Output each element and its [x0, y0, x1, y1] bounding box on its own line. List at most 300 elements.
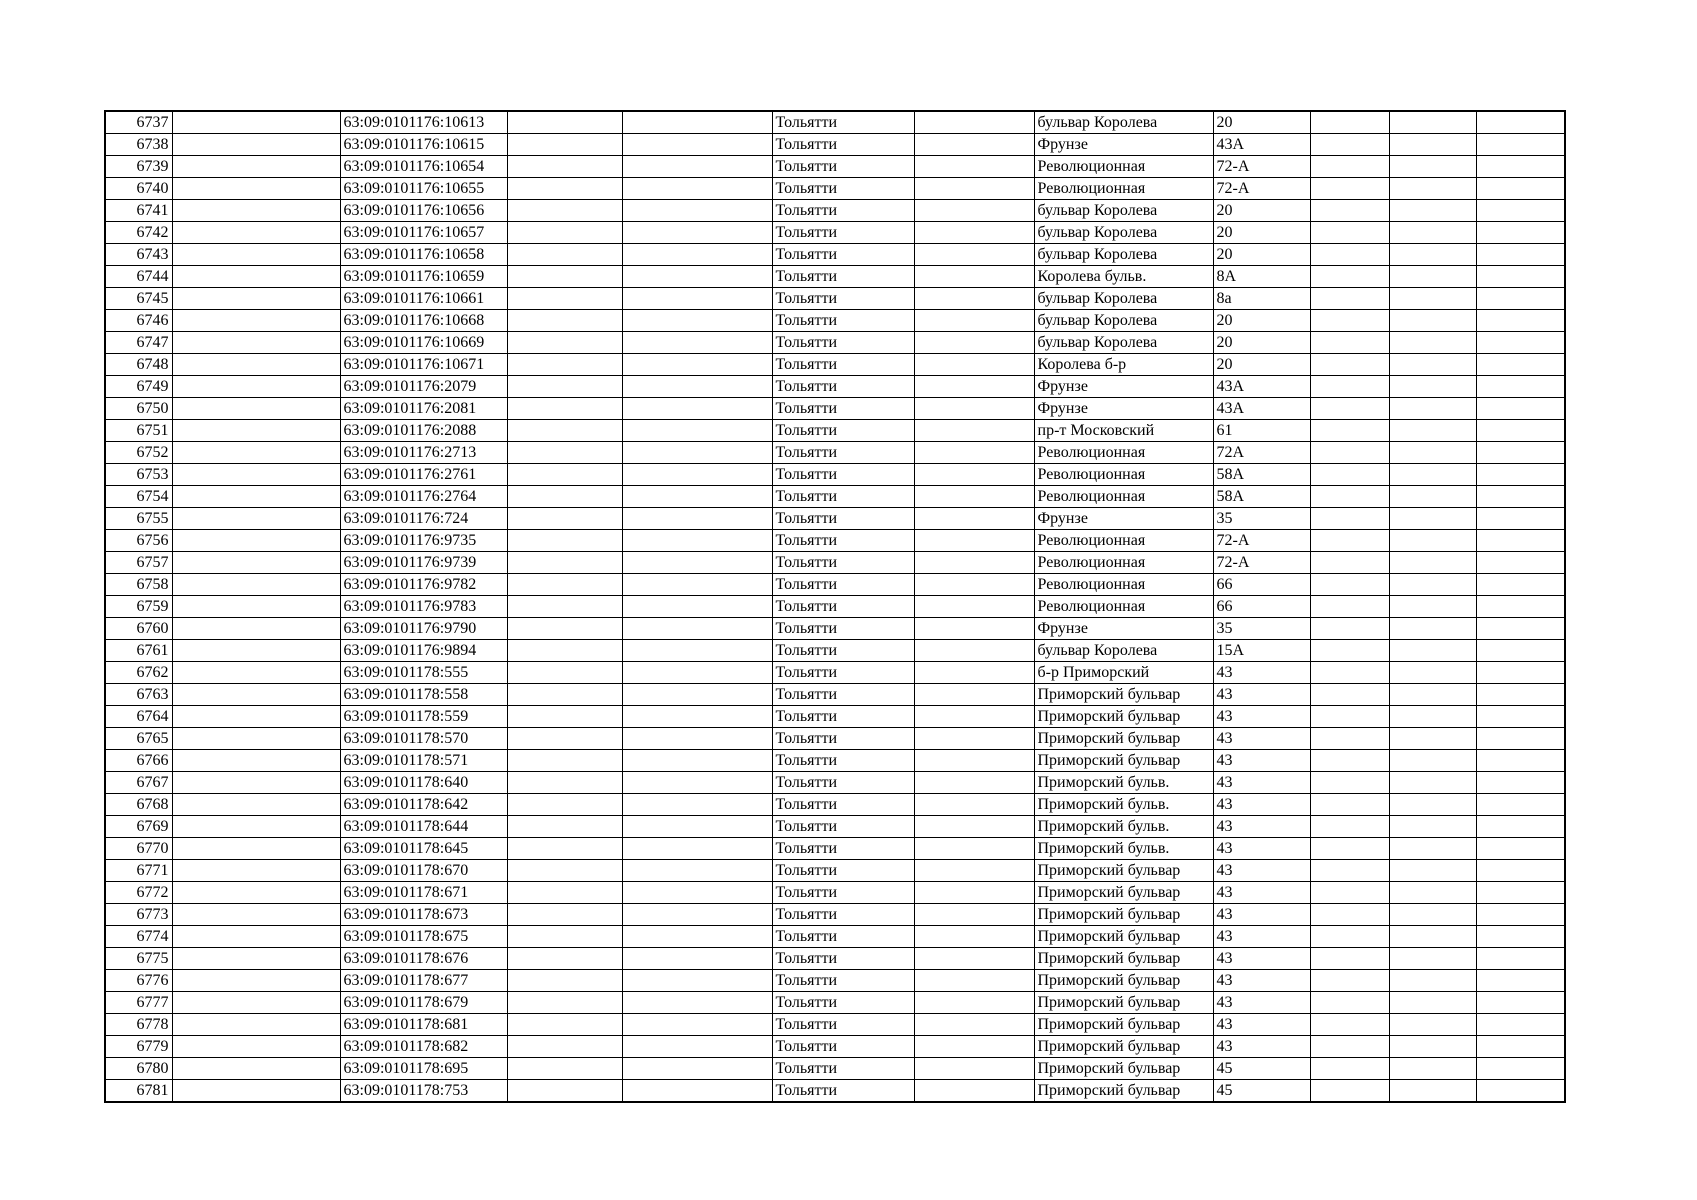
- cadastral-number-cell: 63:09:0101178:676: [340, 948, 507, 970]
- row-number-cell: 6768: [105, 794, 172, 816]
- empty-cell: [1389, 794, 1476, 816]
- empty-cell: [1389, 1036, 1476, 1058]
- empty-cell: [1389, 288, 1476, 310]
- empty-cell: [622, 266, 772, 288]
- empty-cell: [1389, 156, 1476, 178]
- city-cell: Тольятти: [772, 156, 914, 178]
- empty-cell: [1389, 948, 1476, 970]
- row-number-cell: 6741: [105, 200, 172, 222]
- empty-cell: [507, 222, 622, 244]
- empty-cell: [1310, 684, 1389, 706]
- empty-cell: [622, 486, 772, 508]
- table-row: [105, 948, 1565, 970]
- empty-cell: [1476, 1036, 1565, 1058]
- empty-cell: [507, 992, 622, 1014]
- row-number-cell: 6747: [105, 332, 172, 354]
- empty-cell: [1389, 1080, 1476, 1103]
- street-cell: бульвар Королева: [1034, 111, 1213, 134]
- street-cell: бульвар Королева: [1034, 244, 1213, 266]
- empty-cell: [1310, 442, 1389, 464]
- empty-cell: [172, 288, 340, 310]
- house-number-cell: 20: [1213, 244, 1310, 266]
- empty-cell: [622, 1036, 772, 1058]
- empty-cell: [172, 1036, 340, 1058]
- empty-cell: [1389, 728, 1476, 750]
- empty-cell: [1389, 530, 1476, 552]
- table-row: [105, 640, 1565, 662]
- empty-cell: [622, 838, 772, 860]
- empty-cell: [622, 948, 772, 970]
- table-row: [105, 1080, 1565, 1103]
- table-row: [105, 618, 1565, 640]
- house-number-cell: 43: [1213, 992, 1310, 1014]
- cadastral-number-cell: 63:09:0101176:10656: [340, 200, 507, 222]
- empty-cell: [914, 1080, 1034, 1103]
- row-number-cell: 6749: [105, 376, 172, 398]
- row-number-cell: 6744: [105, 266, 172, 288]
- row-number-cell: 6758: [105, 574, 172, 596]
- empty-cell: [914, 156, 1034, 178]
- cadastral-number-cell: 63:09:0101176:9735: [340, 530, 507, 552]
- empty-cell: [914, 178, 1034, 200]
- row-number-cell: 6775: [105, 948, 172, 970]
- cadastral-number-cell: 63:09:0101178:555: [340, 662, 507, 684]
- empty-cell: [1476, 508, 1565, 530]
- cadastral-number-cell: 63:09:0101176:2088: [340, 420, 507, 442]
- table-row: [105, 376, 1565, 398]
- house-number-cell: 8А: [1213, 266, 1310, 288]
- empty-cell: [914, 111, 1034, 134]
- house-number-cell: 20: [1213, 310, 1310, 332]
- empty-cell: [172, 794, 340, 816]
- street-cell: Приморский бульвар: [1034, 1014, 1213, 1036]
- empty-cell: [172, 266, 340, 288]
- empty-cell: [622, 111, 772, 134]
- empty-cell: [1476, 200, 1565, 222]
- row-number-cell: 6776: [105, 970, 172, 992]
- house-number-cell: 43: [1213, 816, 1310, 838]
- empty-cell: [1389, 618, 1476, 640]
- empty-cell: [507, 860, 622, 882]
- empty-cell: [914, 288, 1034, 310]
- city-cell: Тольятти: [772, 222, 914, 244]
- empty-cell: [507, 882, 622, 904]
- empty-cell: [172, 354, 340, 376]
- city-cell: Тольятти: [772, 772, 914, 794]
- city-cell: Тольятти: [772, 354, 914, 376]
- row-number-cell: 6779: [105, 1036, 172, 1058]
- row-number-cell: 6753: [105, 464, 172, 486]
- empty-cell: [1310, 816, 1389, 838]
- empty-cell: [1310, 420, 1389, 442]
- street-cell: Приморский бульвар: [1034, 728, 1213, 750]
- city-cell: Тольятти: [772, 200, 914, 222]
- street-cell: Приморский бульвар: [1034, 750, 1213, 772]
- table-row: [105, 860, 1565, 882]
- cadastral-number-cell: 63:09:0101176:10661: [340, 288, 507, 310]
- empty-cell: [1476, 728, 1565, 750]
- empty-cell: [622, 618, 772, 640]
- street-cell: Приморский бульв.: [1034, 794, 1213, 816]
- empty-cell: [1310, 904, 1389, 926]
- city-cell: Тольятти: [772, 838, 914, 860]
- house-number-cell: 35: [1213, 618, 1310, 640]
- empty-cell: [172, 332, 340, 354]
- empty-cell: [1476, 178, 1565, 200]
- table-row: [105, 420, 1565, 442]
- empty-cell: [507, 816, 622, 838]
- table-row: [105, 596, 1565, 618]
- empty-cell: [172, 530, 340, 552]
- cadastral-number-cell: 63:09:0101176:2713: [340, 442, 507, 464]
- empty-cell: [1389, 992, 1476, 1014]
- house-number-cell: 58А: [1213, 464, 1310, 486]
- city-cell: Тольятти: [772, 970, 914, 992]
- empty-cell: [1476, 288, 1565, 310]
- table-row: [105, 816, 1565, 838]
- house-number-cell: 20: [1213, 111, 1310, 134]
- empty-cell: [507, 508, 622, 530]
- city-cell: Тольятти: [772, 486, 914, 508]
- street-cell: Революционная: [1034, 596, 1213, 618]
- row-number-cell: 6756: [105, 530, 172, 552]
- empty-cell: [914, 266, 1034, 288]
- empty-cell: [172, 552, 340, 574]
- empty-cell: [172, 376, 340, 398]
- empty-cell: [914, 134, 1034, 156]
- empty-cell: [1389, 1014, 1476, 1036]
- row-number-cell: 6754: [105, 486, 172, 508]
- empty-cell: [1476, 332, 1565, 354]
- street-cell: Приморский бульв.: [1034, 816, 1213, 838]
- empty-cell: [1476, 750, 1565, 772]
- street-cell: Приморский бульвар: [1034, 992, 1213, 1014]
- empty-cell: [1310, 530, 1389, 552]
- row-number-cell: 6743: [105, 244, 172, 266]
- street-cell: бульвар Королева: [1034, 310, 1213, 332]
- empty-cell: [507, 618, 622, 640]
- empty-cell: [1310, 948, 1389, 970]
- empty-cell: [1310, 750, 1389, 772]
- empty-cell: [172, 772, 340, 794]
- empty-cell: [914, 200, 1034, 222]
- cadastral-number-cell: 63:09:0101176:10669: [340, 332, 507, 354]
- empty-cell: [622, 288, 772, 310]
- row-number-cell: 6739: [105, 156, 172, 178]
- table-row: [105, 266, 1565, 288]
- empty-cell: [172, 574, 340, 596]
- cadastral-number-cell: 63:09:0101176:9782: [340, 574, 507, 596]
- empty-cell: [622, 222, 772, 244]
- empty-cell: [1476, 574, 1565, 596]
- house-number-cell: 15А: [1213, 640, 1310, 662]
- empty-cell: [1476, 111, 1565, 134]
- empty-cell: [622, 134, 772, 156]
- cadastral-number-cell: 63:09:0101178:559: [340, 706, 507, 728]
- table-row: [105, 904, 1565, 926]
- empty-cell: [507, 376, 622, 398]
- empty-cell: [1389, 111, 1476, 134]
- city-cell: Тольятти: [772, 816, 914, 838]
- house-number-cell: 43: [1213, 1036, 1310, 1058]
- street-cell: Приморский бульвар: [1034, 882, 1213, 904]
- city-cell: Тольятти: [772, 750, 914, 772]
- cadastral-number-cell: 63:09:0101176:10655: [340, 178, 507, 200]
- empty-cell: [1476, 354, 1565, 376]
- street-cell: Приморский бульв.: [1034, 772, 1213, 794]
- row-number-cell: 6737: [105, 111, 172, 134]
- empty-cell: [1476, 1058, 1565, 1080]
- empty-cell: [172, 618, 340, 640]
- table-row: [105, 464, 1565, 486]
- table-row: [105, 772, 1565, 794]
- empty-cell: [172, 816, 340, 838]
- house-number-cell: 43: [1213, 904, 1310, 926]
- empty-cell: [914, 948, 1034, 970]
- empty-cell: [172, 178, 340, 200]
- empty-cell: [172, 838, 340, 860]
- empty-cell: [1389, 244, 1476, 266]
- empty-cell: [1310, 574, 1389, 596]
- empty-cell: [172, 310, 340, 332]
- city-cell: Тольятти: [772, 574, 914, 596]
- empty-cell: [1310, 1080, 1389, 1103]
- house-number-cell: 43: [1213, 860, 1310, 882]
- empty-cell: [172, 706, 340, 728]
- empty-cell: [1476, 222, 1565, 244]
- house-number-cell: 66: [1213, 574, 1310, 596]
- empty-cell: [507, 464, 622, 486]
- empty-cell: [1310, 1058, 1389, 1080]
- empty-cell: [622, 244, 772, 266]
- empty-cell: [1389, 640, 1476, 662]
- empty-cell: [622, 992, 772, 1014]
- empty-cell: [914, 442, 1034, 464]
- empty-cell: [172, 904, 340, 926]
- table-row: [105, 111, 1565, 134]
- empty-cell: [914, 618, 1034, 640]
- empty-cell: [914, 750, 1034, 772]
- cadastral-number-cell: 63:09:0101176:9783: [340, 596, 507, 618]
- city-cell: Тольятти: [772, 1080, 914, 1103]
- cadastral-number-cell: 63:09:0101178:670: [340, 860, 507, 882]
- empty-cell: [172, 882, 340, 904]
- row-number-cell: 6778: [105, 1014, 172, 1036]
- table-row: [105, 244, 1565, 266]
- street-cell: Королева бульв.: [1034, 266, 1213, 288]
- city-cell: Тольятти: [772, 1014, 914, 1036]
- street-cell: Фрунзе: [1034, 134, 1213, 156]
- empty-cell: [914, 552, 1034, 574]
- empty-cell: [914, 354, 1034, 376]
- house-number-cell: 43А: [1213, 398, 1310, 420]
- row-number-cell: 6762: [105, 662, 172, 684]
- row-number-cell: 6769: [105, 816, 172, 838]
- house-number-cell: 20: [1213, 222, 1310, 244]
- house-number-cell: 43: [1213, 1014, 1310, 1036]
- table-row: [105, 882, 1565, 904]
- empty-cell: [1389, 970, 1476, 992]
- empty-cell: [172, 684, 340, 706]
- empty-cell: [507, 1058, 622, 1080]
- city-cell: Тольятти: [772, 706, 914, 728]
- house-number-cell: 20: [1213, 200, 1310, 222]
- empty-cell: [914, 926, 1034, 948]
- empty-cell: [914, 508, 1034, 530]
- empty-cell: [622, 354, 772, 376]
- empty-cell: [622, 860, 772, 882]
- empty-cell: [1389, 332, 1476, 354]
- house-number-cell: 43: [1213, 794, 1310, 816]
- table-row: [105, 442, 1565, 464]
- empty-cell: [507, 486, 622, 508]
- cadastral-number-cell: 63:09:0101176:9790: [340, 618, 507, 640]
- empty-cell: [172, 970, 340, 992]
- row-number-cell: 6755: [105, 508, 172, 530]
- table-row: [105, 1014, 1565, 1036]
- city-cell: Тольятти: [772, 728, 914, 750]
- empty-cell: [1389, 750, 1476, 772]
- empty-cell: [172, 420, 340, 442]
- empty-cell: [507, 266, 622, 288]
- empty-cell: [1389, 420, 1476, 442]
- city-cell: Тольятти: [772, 552, 914, 574]
- empty-cell: [1476, 948, 1565, 970]
- empty-cell: [1476, 530, 1565, 552]
- city-cell: Тольятти: [772, 420, 914, 442]
- empty-cell: [1310, 354, 1389, 376]
- empty-cell: [914, 464, 1034, 486]
- table-row: [105, 310, 1565, 332]
- city-cell: Тольятти: [772, 288, 914, 310]
- cadastral-number-cell: 63:09:0101178:642: [340, 794, 507, 816]
- empty-cell: [622, 794, 772, 816]
- house-number-cell: 43: [1213, 838, 1310, 860]
- empty-cell: [172, 948, 340, 970]
- empty-cell: [507, 838, 622, 860]
- empty-cell: [1389, 508, 1476, 530]
- table-row: [105, 662, 1565, 684]
- house-number-cell: 43: [1213, 750, 1310, 772]
- row-number-cell: 6740: [105, 178, 172, 200]
- empty-cell: [1310, 508, 1389, 530]
- empty-cell: [622, 596, 772, 618]
- empty-cell: [1310, 860, 1389, 882]
- empty-cell: [1389, 1058, 1476, 1080]
- cadastral-number-cell: 63:09:0101178:671: [340, 882, 507, 904]
- empty-cell: [1389, 596, 1476, 618]
- city-cell: Тольятти: [772, 310, 914, 332]
- empty-cell: [1310, 1036, 1389, 1058]
- empty-cell: [1476, 882, 1565, 904]
- empty-cell: [1476, 970, 1565, 992]
- street-cell: Приморский бульвар: [1034, 970, 1213, 992]
- cadastral-number-cell: 63:09:0101178:558: [340, 684, 507, 706]
- empty-cell: [507, 728, 622, 750]
- empty-cell: [507, 662, 622, 684]
- empty-cell: [1389, 904, 1476, 926]
- table-row: [105, 1058, 1565, 1080]
- city-cell: Тольятти: [772, 640, 914, 662]
- empty-cell: [622, 200, 772, 222]
- empty-cell: [914, 376, 1034, 398]
- registry-table: [104, 110, 1566, 1103]
- cadastral-number-cell: 63:09:0101178:645: [340, 838, 507, 860]
- empty-cell: [914, 530, 1034, 552]
- cadastral-number-cell: 63:09:0101176:10615: [340, 134, 507, 156]
- house-number-cell: 43: [1213, 728, 1310, 750]
- cadastral-number-cell: 63:09:0101178:570: [340, 728, 507, 750]
- cadastral-number-cell: 63:09:0101176:2081: [340, 398, 507, 420]
- street-cell: Фрунзе: [1034, 508, 1213, 530]
- cadastral-number-cell: 63:09:0101178:679: [340, 992, 507, 1014]
- street-cell: Революционная: [1034, 156, 1213, 178]
- house-number-cell: 66: [1213, 596, 1310, 618]
- empty-cell: [622, 1058, 772, 1080]
- empty-cell: [1476, 1080, 1565, 1103]
- empty-cell: [172, 662, 340, 684]
- empty-cell: [914, 684, 1034, 706]
- empty-cell: [914, 640, 1034, 662]
- empty-cell: [1389, 486, 1476, 508]
- table-row: [105, 1036, 1565, 1058]
- house-number-cell: 43: [1213, 662, 1310, 684]
- city-cell: Тольятти: [772, 618, 914, 640]
- empty-cell: [1476, 816, 1565, 838]
- row-number-cell: 6767: [105, 772, 172, 794]
- empty-cell: [1476, 266, 1565, 288]
- empty-cell: [1476, 640, 1565, 662]
- street-cell: Приморский бульвар: [1034, 706, 1213, 728]
- row-number-cell: 6748: [105, 354, 172, 376]
- empty-cell: [1389, 266, 1476, 288]
- empty-cell: [1310, 156, 1389, 178]
- empty-cell: [507, 926, 622, 948]
- cadastral-number-cell: 63:09:0101178:681: [340, 1014, 507, 1036]
- empty-cell: [1389, 464, 1476, 486]
- empty-cell: [914, 398, 1034, 420]
- empty-cell: [914, 794, 1034, 816]
- empty-cell: [507, 640, 622, 662]
- table-row: [105, 684, 1565, 706]
- empty-cell: [622, 508, 772, 530]
- row-number-cell: 6746: [105, 310, 172, 332]
- empty-cell: [914, 970, 1034, 992]
- empty-cell: [1310, 772, 1389, 794]
- empty-cell: [1476, 464, 1565, 486]
- cadastral-number-cell: 63:09:0101176:10654: [340, 156, 507, 178]
- empty-cell: [172, 596, 340, 618]
- table-row: [105, 332, 1565, 354]
- empty-cell: [507, 772, 622, 794]
- empty-cell: [1310, 200, 1389, 222]
- house-number-cell: 43: [1213, 684, 1310, 706]
- empty-cell: [507, 354, 622, 376]
- table-row: [105, 530, 1565, 552]
- empty-cell: [1310, 111, 1389, 134]
- house-number-cell: 43: [1213, 970, 1310, 992]
- empty-cell: [914, 596, 1034, 618]
- empty-cell: [1389, 860, 1476, 882]
- empty-cell: [507, 706, 622, 728]
- cadastral-number-cell: 63:09:0101178:571: [340, 750, 507, 772]
- street-cell: Фрунзе: [1034, 398, 1213, 420]
- empty-cell: [1310, 486, 1389, 508]
- cadastral-number-cell: 63:09:0101178:753: [340, 1080, 507, 1103]
- empty-cell: [622, 882, 772, 904]
- empty-cell: [1310, 926, 1389, 948]
- empty-cell: [914, 904, 1034, 926]
